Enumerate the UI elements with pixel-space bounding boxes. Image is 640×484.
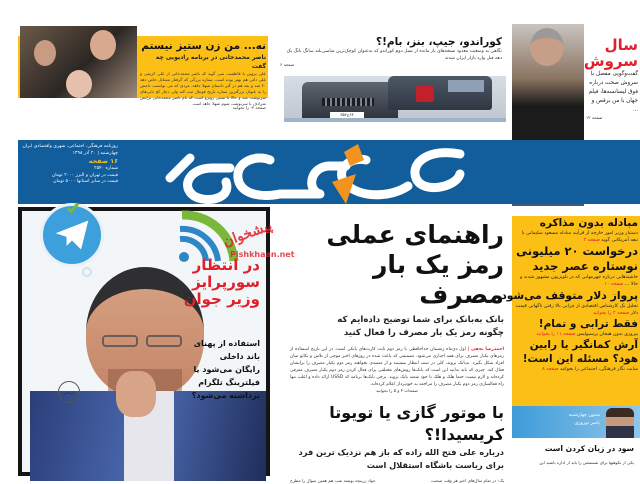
column-title[interactable]: سود در زیان کردن است: [544, 444, 634, 453]
cars-body: نگاهی به وضعیت معدود نسخه‌های باز مانده از نسل دوم کوراندو که به‌عنوان کوچک‌ترین شاسی‌بلند سانگ یانگ یک دهه قبل وارد بازار ایران شدند: [286, 49, 502, 61]
news-item-ref[interactable]: صفحه ۳: [583, 238, 600, 243]
comic-line: فیلترینگ تلگرام: [198, 378, 260, 387]
price-tehran: قیمت در تهران و البرز ۲۰۰۰ تومان: [51, 172, 118, 178]
comic-headline: [180, 257, 260, 308]
main-ref[interactable]: صفحات ۴ و ۵ را بخوانید: [376, 388, 418, 393]
comic-line: باند داخلی: [219, 352, 260, 361]
news-item[interactable]: [501, 288, 638, 317]
news-item-body: تحلیل یک کارشناس اقتصادی از چرایی بالا رفتن ناگهانی قیمت دلار: [515, 304, 638, 316]
main-subhead-1: بانک به‌بانک برای شما توضیح داده‌ایم که: [337, 315, 504, 325]
second-body-col2: جواد زرینچه نوشته شب هم همین سوال را مطرح: [290, 478, 376, 483]
comic-title-3[interactable]: وزیر جوان: [183, 290, 260, 308]
news-item-body: حاشیه‌هایی درباره جهرمهایی که در تلویزیون مشهور شدند و حالا ...: [519, 275, 638, 287]
watermark-fa: پیشخوان: [220, 217, 275, 251]
minister-suit: [30, 391, 266, 481]
second-headline[interactable]: با موتور گازی یا تویوتا کریسیدا!؟: [329, 403, 504, 444]
main-body: اول دی‌ماه زمستان خداحافظی با رمز دوم ثابت کارت‌های بانکی است. در این تاریخ استفاده از رمزهای یکبار مصرف برای همه اجباری می‌شود. تصمیمی که باعث شده در روزهای اخیر موجی از تلاش و تکاپو میان افراد شکل بگیرد. به‌بانک بروند، کلی در صف انتظار بنشینند و از متصدی بخواهند رمز دوم یکبار مصرف را برایشان فعال کند. چیزی که باید بدانید این است که بانک‌ها روش‌های مختلفی برای فعال کردن رمز دوم یکبار مصرف معرفی کرده‌اند و لازم نیست حتما هلک و هلک تا خود شعبه بانک بروید. برخی بانک‌ها برنامه کد USSD ارائه داده و اغلب تنها راه فعالسازی رمز دوم یکبار مصرف را مراجعه به خودپرداز اعلام کرده‌اند.: [290, 347, 504, 387]
column-label: ستون چهارشنبه: [568, 413, 600, 418]
cars-headline[interactable]: کوراندو، جیپ، بنز، بام!؟: [376, 36, 502, 48]
comic-title-1[interactable]: در انتظار: [192, 256, 260, 274]
nasser-ref[interactable]: صفحه ۳- را بخوانید: [232, 105, 266, 110]
nasser-headline[interactable]: نه... من زن ستیز نیستم: [141, 40, 266, 52]
news-item-ref[interactable]: صفحه ۸: [542, 367, 559, 372]
jeep-car: [302, 82, 398, 122]
news-item[interactable]: [514, 317, 638, 338]
news-item-ref[interactable]: صفحه ۱۰: [604, 282, 624, 287]
second-story: [290, 402, 504, 484]
sorush-title-1[interactable]: سال: [604, 36, 638, 54]
main-author: احمدرضا نجفی |: [467, 347, 504, 352]
sorush-story: [583, 36, 638, 121]
cars-story: [280, 36, 502, 68]
column-author: یاسر نوروزی: [574, 421, 600, 426]
right-news-items: [501, 216, 638, 373]
page-count: ۱۶ صفحه: [88, 157, 118, 166]
second-subhead-1: درباره علی فتح الله زاده که باز هم نزدیک ترین فرد: [298, 447, 504, 457]
artist-stamp: کاریکاتور: [58, 381, 80, 403]
news-item[interactable]: [514, 244, 638, 288]
nasser-story-text: [140, 40, 266, 111]
news-item[interactable]: [514, 338, 638, 373]
main-story: [290, 220, 504, 394]
news-item-body: پیروزی بدون هیجان پرسپولیس: [576, 332, 638, 337]
sorush-body: گفت‌وگویی مفصل با سروش صحت درباره فوق لیسانسه‌ها، فیلم جهان با من برقص و ...: [588, 71, 638, 113]
news-item-title[interactable]: آرش کمانگیر یا رابین هود؟ مسئله این است!: [522, 339, 638, 365]
sorush-title-2[interactable]: سروش: [583, 52, 638, 70]
issue-number: شماره ۲۵۴۰: [94, 166, 118, 172]
news-item-title[interactable]: مبادله بدون مذاکره: [539, 217, 638, 229]
newspaper-type: روزنامه فرهنگی، اجتماعی، شهری واقتصادی ایران: [22, 144, 118, 149]
second-subhead-2: برای ریاست باشگاه استقلال است: [366, 460, 504, 470]
newspaper-date: چهارشنبه | ۲۰ آذر ۱۳۹۸: [72, 150, 118, 156]
wednesday-column[interactable]: [512, 406, 640, 476]
logo-haft-sobh[interactable]: [160, 138, 480, 206]
comic-title-2[interactable]: سورپرایز: [192, 273, 260, 291]
column-header: [512, 406, 640, 438]
author-avatar: [606, 408, 634, 438]
main-subhead-2: چگونه رمز یک بار مصرف را فعال کنید: [343, 328, 504, 338]
comic-line: استفاده از پهنای: [193, 339, 260, 348]
news-item-title[interactable]: پرواز دلار متوقف می‌شود: [501, 289, 638, 302]
korando-car: [388, 76, 492, 110]
news-item-title[interactable]: درخواست ۲۰ میلیونی نوستاره عصر جدید: [516, 244, 638, 273]
nasser-family-photo: [20, 26, 137, 98]
news-item-title[interactable]: فقط ترابی و تمام!: [538, 318, 638, 330]
sorush-ref[interactable]: صفحه ۱۲: [586, 115, 603, 120]
cars-photo: [284, 76, 506, 122]
masthead-info: [20, 144, 118, 186]
comic-body: [184, 337, 260, 402]
nasser-subtitle: ناصر محمدخانی در برنامه رادیویی چه گفت: [155, 54, 266, 70]
thought-bubble-icon: [82, 267, 92, 277]
second-body-col1: یک- در تمام سال‌های اخیر هر وقت صحبت: [430, 478, 504, 483]
comic-line: برداشته می‌شود؟: [191, 391, 260, 400]
watermark-en: Pishkhaan.net: [230, 250, 295, 259]
price-provinces: قیمت در سایر استانها ۵۰۰۰ تومان: [53, 179, 118, 185]
nasser-body: علی پروین با فاطمیت سی گوید که ناصر محمدخانی از علی کریمی و علی دائی هم بهتر بوده است. ستاره بزرگی که گرفتار مسائل خاص دهه ۶۰ شد و بعد هم در گیر داستان شهلا جاهد. مردی که می توانست دامش را به عنوان بزرگترین ستاره تاریخ فوتبال ثبت کند ولی دچار کج تابی‌های سرنوشت شد و حالا با تستی روبرو است که نام ناصر محمدخانی برایش مترادف با سرنوشت شوم شهلا جاهد است: [140, 71, 266, 106]
cars-ref[interactable]: صفحه ۶: [280, 62, 295, 67]
column-body: یکی از نکوهیها برای شستشن را باید از اداره باشید این: [539, 460, 634, 465]
main-headline-2[interactable]: رمز یک بار مصرف: [373, 250, 504, 309]
news-item-body: دستیار وزیر امور خارجه از فرآیند مبادله مسعود سلیمانی با تبعه آمریکایی گوید: [521, 231, 638, 243]
news-item-body: سایت نگار فرهنگی، اجتماعی را بخوانید: [559, 367, 638, 372]
news-item-ref[interactable]: صفحه ۱۱ را بخوانید: [536, 332, 576, 337]
comic-line: رایگان می‌شود یا: [193, 365, 260, 374]
license-plate: ۶۴ج۳۵۲: [330, 112, 364, 118]
news-item-ref[interactable]: صفحه ۲ را بخوانید: [592, 311, 630, 316]
news-item[interactable]: [514, 216, 638, 244]
main-headline-1[interactable]: راهنمای عملی: [326, 220, 504, 249]
